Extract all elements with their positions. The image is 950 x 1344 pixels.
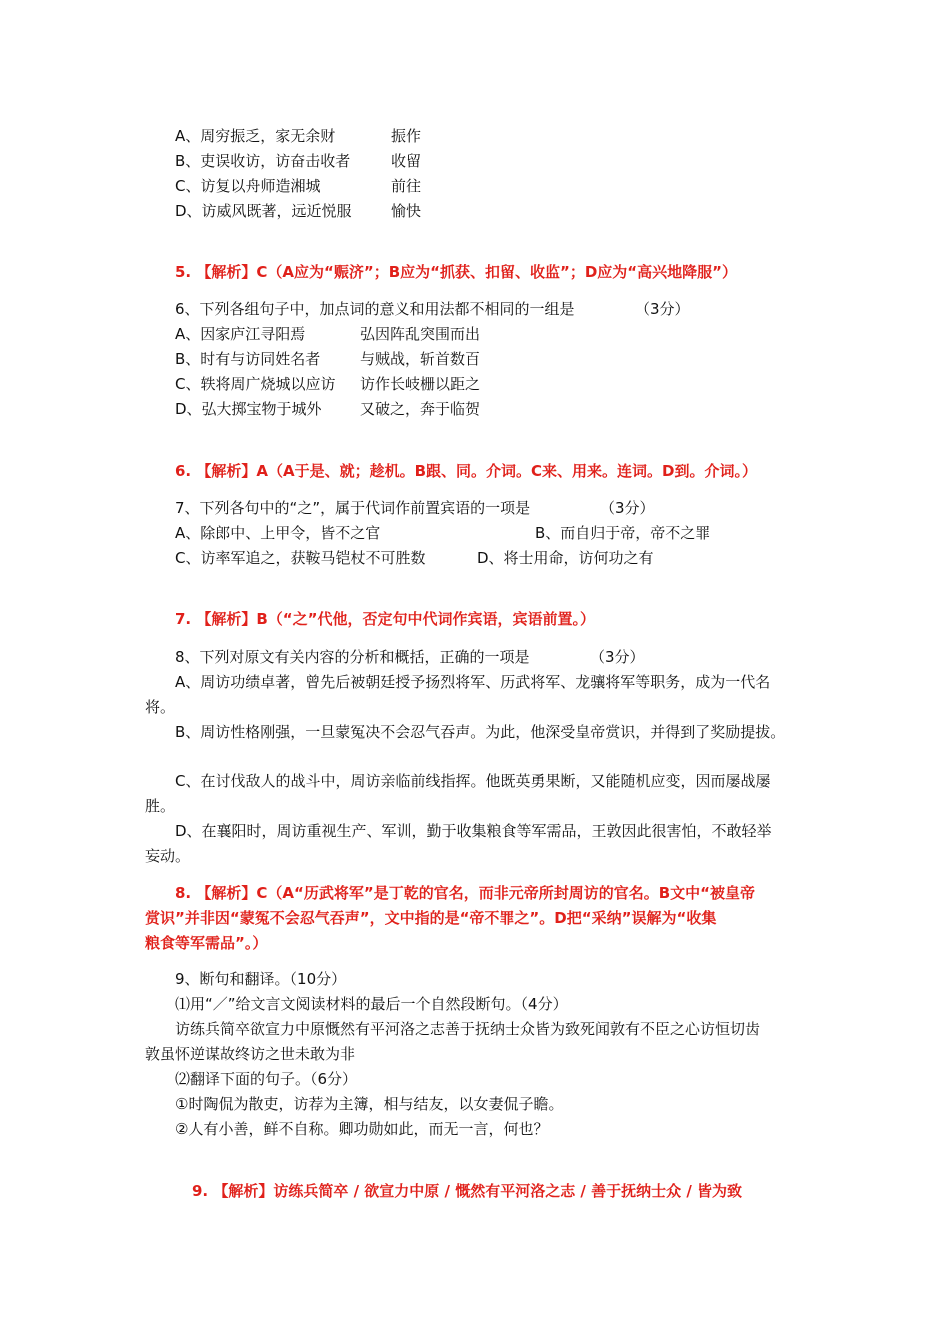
q8-option-d-line-2: 妄动。 [145, 847, 191, 865]
q6-option-b: B、时有与访同姓名者 与贼战，斩首数百 [175, 350, 481, 368]
q8-option-c-line-2: 胜。 [145, 797, 176, 815]
q4-option-a: A、周穷振乏，家无余财 振作 [175, 127, 422, 145]
q8-option-a-line-1: A、周访功绩卓著，曾先后被朝廷授予扬烈将军、历武将军、龙骧将军等职务，成为一代名 [175, 673, 771, 691]
answer-8-line-2: 赏识”并非因“蒙冤不会忍气吞声”，文中指的是“帝不罪之”。D把“采纳”误解为“收集 [145, 909, 717, 927]
q8-option-d-line-1: D、在襄阳时，周访重视生产、军训，勤于收集粮食等军需品，王敦因此很害怕，不敢轻举 [175, 822, 772, 840]
q8-stem: 8、下列对原文有关内容的分析和概括，正确的一项是 （3分） [175, 648, 645, 666]
q9-translate-2: ②人有小善，鲜不自称。卿功勋如此，而无一言，何也？ [175, 1120, 549, 1138]
q6-stem: 6、下列各组句子中，加点词的意义和用法都不相同的一组是 （3分） [175, 300, 690, 318]
answer-8-line-3: 粮食等军需品”。） [145, 934, 268, 952]
q6-option-c: C、轶将周广烧城以应访 访作长岐栅以距之 [175, 375, 481, 393]
q4-option-c: C、访复以舟师造湘城 前往 [175, 177, 422, 195]
q9-translate-1: ①时陶侃为散吏，访荐为主簿，相与结友，以女妻侃子瞻。 [175, 1095, 564, 1113]
answer-8-line-1: 8. 【解析】C（A“历武将军”是丁乾的官名，而非元帝所封周访的官名。B文中“被皇帝 [175, 884, 755, 902]
q9-sub-1: ⑴用“／”给文言文阅读材料的最后一个自然段断句。（4分） [175, 995, 568, 1013]
q9-stem: 9、断句和翻译。（10分） [175, 970, 347, 988]
q6-option-d: D、弘大掷宝物于城外 又破之，奔于临贺 [175, 400, 481, 418]
q6-option-a: A、因家庐江寻阳焉 弘因阵乱突围而出 [175, 325, 481, 343]
q4-option-b: B、吏误收访，访奋击收者 收留 [175, 152, 422, 170]
q8-option-b: B、周访性格刚强，一旦蒙冤决不会忍气吞声。为此，他深受皇帝赏识，并得到了奖励提拔。 [175, 723, 786, 741]
answer-9: 9. 【解析】访练兵简卒 / 欲宣力中原 / 慨然有平河洛之志 / 善于抚纳士众 / 皆为致 [192, 1182, 743, 1200]
q8-option-c-line-1: C、在讨伐敌人的战斗中，周访亲临前线指挥。他既英勇果断，又能随机应变，因而屡战屡 [175, 772, 771, 790]
answer-5: 5. 【解析】C（A应为“赈济”；B应为“抓获、扣留、收监”；D应为“高兴地降服”） [175, 263, 738, 281]
q9-sub-2: ⑵翻译下面的句子。（6分） [175, 1070, 358, 1088]
q7-stem: 7、下列各句中的“之”，属于代词作前置宾语的一项是 （3分） [175, 499, 655, 517]
answer-6: 6. 【解析】A（A于是、就；趁机。B跟、同。介词。C来、用来。连词。D到。介词。） [175, 462, 757, 480]
q7-options-row-2: C、访率军追之，获鞍马铠杖不可胜数 D、将士用命，访何功之有 [175, 549, 654, 567]
answer-7: 7. 【解析】B（“之”代他，否定句中代词作宾语，宾语前置。） [175, 610, 596, 628]
q8-option-a-line-2: 将。 [145, 698, 176, 716]
q9-text-line-2: 敦虽怀逆谋故终访之世未敢为非 [145, 1045, 356, 1063]
q7-options-row-1: A、除郎中、上甲令，皆不之官 B、而自归于帝，帝不之罪 [175, 524, 711, 542]
q9-text-line-1: 访练兵简卒欲宣力中原慨然有平河洛之志善于抚纳士众皆为致死闻敦有不臣之心访恒切齿 [175, 1020, 761, 1038]
q4-option-d: D、访威风既著，远近悦服 愉快 [175, 202, 422, 220]
